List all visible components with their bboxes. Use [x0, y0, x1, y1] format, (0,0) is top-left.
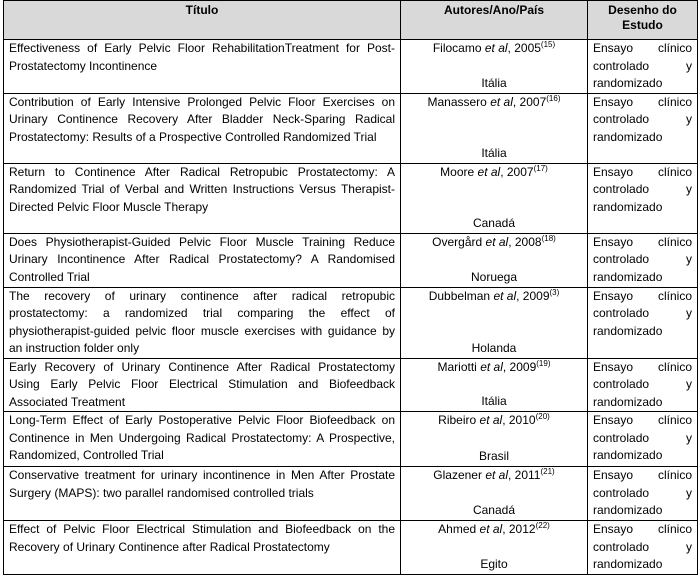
- study-author-cell: [401, 521, 588, 575]
- study-title: Effectiveness of Early Pelvic Floor RehabilitationTreatment for Post-Prostatectomy Incontinence: [4, 40, 401, 94]
- table-row: [4, 521, 698, 575]
- table-row: [4, 93, 698, 163]
- study-citation: Moore et al, 2007$^{(17)}$: [440, 163, 548, 179]
- study-country: Brasil: [478, 449, 509, 463]
- header-row: [4, 1, 698, 40]
- study-country: Canadá: [472, 215, 516, 230]
- study-design: Ensayo clínico controlado y randomizado: [588, 521, 698, 575]
- study-author-cell: [401, 467, 588, 521]
- study-design: Ensayo clínico controlado y randomizado: [588, 40, 698, 94]
- table-row: [4, 358, 698, 412]
- study-author-cell: [401, 93, 588, 163]
- header-authors: Autores/Ano/País: [401, 1, 588, 40]
- study-title: Contribution of Early Intensive Prolonged Pelvic Floor Exercises on Urinary Continence Recovery After Bladder Neck-Sparing Radical Prostatectomy: Results of a Prospective Controlled Randomized Trial: [4, 93, 401, 163]
- study-design: Ensayo clínico controlado y randomizado: [588, 163, 698, 233]
- study-design: Ensayo clínico controlado y randomizado: [588, 287, 698, 358]
- study-design: Ensayo clínico controlado y randomizado: [588, 358, 698, 412]
- study-country: Itália: [481, 394, 507, 408]
- study-author-cell: [401, 287, 588, 358]
- table-row: [4, 163, 698, 233]
- study-title: The recovery of urinary continence after radical retropubic prostatectomy: a randomized trial comparing the effect of physiotherapist-guided pelvic floor muscle exercises with guidance by an instruction folder only: [4, 287, 401, 358]
- study-title: Long-Term Effect of Early Postoperative Pelvic Floor Biofeedback on Continence in Men Undergoing Radical Prostatectomy: A Prospective, Randomized, Controlled Trial: [4, 412, 401, 467]
- study-author-cell: [401, 412, 588, 467]
- table-row: [4, 467, 698, 521]
- study-country: Noruega: [470, 269, 518, 284]
- study-title: Return to Continence After Radical Retropubic Prostatectomy: A Randomized Trial of Verbal and Written Instructions Versus Therapist-Directed Pelvic Floor Muscle Therapy: [4, 163, 401, 233]
- study-design: Ensayo clínico controlado y randomizado: [588, 233, 698, 287]
- study-citation: Mariotti et al, 2009$^{(19)}$: [437, 358, 551, 374]
- study-title: Does Physiotherapist-Guided Pelvic Floor Muscle Training Reduce Urinary Incontinence After Radical Prostatectomy? A Randomised Controlled Trial: [4, 233, 401, 287]
- study-author-cell: [401, 163, 588, 233]
- study-country: Itália: [481, 75, 507, 90]
- study-country: Holanda: [471, 340, 517, 355]
- header-title: Título: [4, 1, 401, 40]
- study-citation: Glazener et al, 2011$^{(21)}$: [433, 467, 555, 482]
- header-design: Desenho do Estudo: [588, 1, 698, 40]
- table-row: [4, 412, 698, 467]
- study-title: Effect of Pelvic Floor Electrical Stimulation and Biofeedback on the Recovery of Urinary Continence after Radical Prostatectomy: [4, 521, 401, 575]
- study-country: Egito: [480, 556, 508, 571]
- study-design: Ensayo clínico controlado y randomizado: [588, 467, 698, 521]
- table-row: [4, 40, 698, 94]
- study-design: Ensayo clínico controlado y randomizado: [588, 93, 698, 163]
- study-author-cell: [401, 358, 588, 412]
- study-country: Canadá: [472, 503, 516, 517]
- study-citation: Manassero et al, 2007$^{(16)}$: [427, 93, 561, 109]
- study-citation: Ahmed et al, 2012$^{(22)}$: [438, 521, 550, 536]
- study-title: Early Recovery of Urinary Continence After Radical Prostatectomy Using Early Pelvic Floor Electrical Stimulation and Biofeedback Associated Treatment: [4, 358, 401, 412]
- study-author-cell: [401, 40, 588, 94]
- study-author-cell: [401, 233, 588, 287]
- studies-table: [3, 0, 698, 575]
- table-row: [4, 287, 698, 358]
- study-design: Ensayo clínico controlado y randomizado: [588, 412, 698, 467]
- study-title: Conservative treatment for urinary incontinence in Men After Prostate Surgery (MAPS): two parallel randomised controlled trials: [4, 467, 401, 521]
- table-row: [4, 233, 698, 287]
- study-country: Itália: [481, 145, 507, 160]
- study-citation: Ribeiro et al, 2010$^{(20)}$: [438, 412, 550, 427]
- study-citation: Dubbelman et al, 2009$^{(3)}$: [428, 287, 560, 303]
- study-citation: Overgård et al, 2008$^{(18)}$: [432, 233, 556, 249]
- study-citation: Filocamo et al, 2005$^{(15)}$: [432, 40, 556, 55]
